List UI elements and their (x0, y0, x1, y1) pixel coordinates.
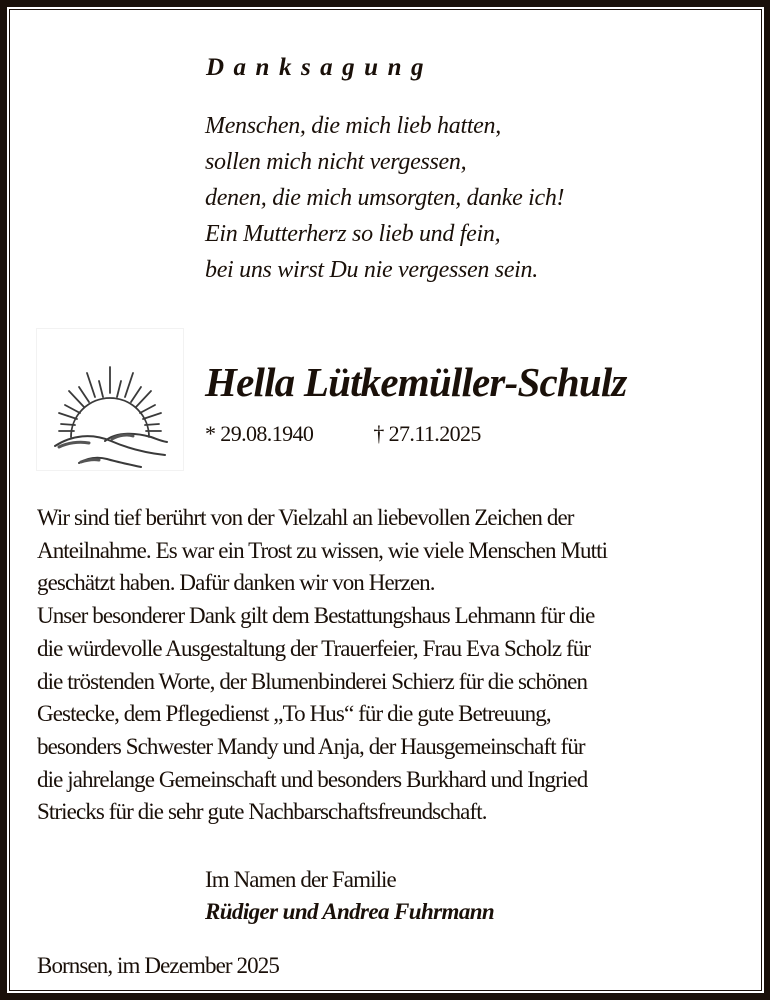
poem (205, 108, 564, 288)
signature-names: Rüdiger und Andrea Fuhrmann (205, 899, 495, 924)
poem-line: denen, die mich umsorgten, danke ich! (205, 185, 565, 211)
place-date: Bornsen, im Dezember 2025 (37, 953, 279, 978)
body-line: geschätzt haben. Dafür danken wir von Herzen. (37, 570, 435, 596)
thank-you-text (37, 502, 737, 829)
notice-title: Danksagung (206, 54, 433, 81)
death-date: † 27.11.2025 (373, 421, 481, 446)
signature-intro: Im Namen der Familie (205, 867, 396, 892)
deceased-name: Hella Lütkemüller-Schulz (205, 359, 627, 405)
body-line: die jahrelange Gemeinschaft und besonders Burkhard und Ingried (37, 766, 588, 792)
sunset-over-hills-icon (37, 329, 183, 470)
body-line: Anteilnahme. Es war ein Trost zu wissen, wie viele Menschen Mutti (37, 537, 608, 563)
poem-line: Menschen, die mich lieb hatten, (205, 113, 501, 139)
body-line: die würdevolle Ausgestaltung der Trauerfeier, Frau Eva Scholz für (37, 635, 591, 661)
body-line: besonders Schwester Mandy und Anja, der Hausgemeinschaft für (37, 733, 585, 759)
birth-date: * 29.08.1940 (205, 421, 314, 446)
body-line: Wir sind tief berührt von der Vielzahl an liebevollen Zeichen der (37, 505, 574, 530)
poem-line: Ein Mutterherz so lieb und fein, (205, 221, 501, 247)
body-line: Gestecke, dem Pflegedienst „To Hus“ für die gute Betreuung, (37, 701, 551, 727)
body-line: Striecks für die sehr gute Nachbarschaftsfreundschaft. (37, 799, 487, 825)
life-dates (205, 419, 481, 449)
poem-line: sollen mich nicht vergessen, (205, 149, 467, 175)
body-line: Unser besonderer Dank gilt dem Bestattungshaus Lehmann für die (37, 603, 595, 629)
body-line: die tröstenden Worte, der Blumenbinderei Schierz für die schönen (37, 668, 588, 694)
poem-line: bei uns wirst Du nie vergessen sein. (205, 257, 538, 283)
